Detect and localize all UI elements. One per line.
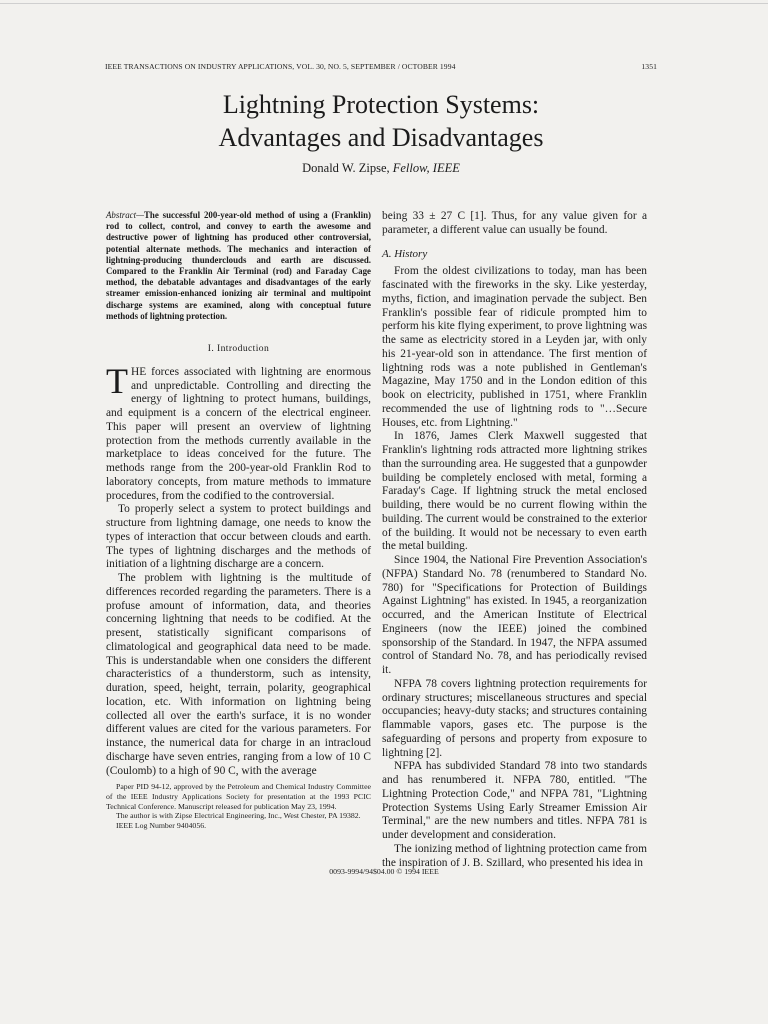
- abstract-label: Abstract—: [106, 210, 144, 220]
- history-paragraph-5: NFPA has subdivided Standard 78 into two standards and has renumbered it. NFPA 780, entitled. "The Lightning Protection Code," and NFPA 781, "Lightning Protection Systems Using Early Streamer Emission Air Terminal," are the new numbers and titles. NFPA 781 is under development and consideration.: [382, 760, 647, 841]
- left-column: [106, 210, 371, 778]
- copyright-line: 0093-9994/94$04.00 © 1994 IEEE: [329, 867, 439, 876]
- title-line-2: Advantages and Disadvantages: [218, 123, 544, 152]
- intro-paragraph-2: To properly select a system to protect buildings and structure from lightning damage, one needs to know the types of interaction that occur between clouds and earth. The types of lightning discharges and the methods of initiation of a lightning discharge are a concern.: [106, 503, 371, 571]
- section-heading-introduction: I. Introduction: [207, 343, 270, 355]
- author-role: Fellow, IEEE: [392, 161, 460, 175]
- paper-title: [100, 88, 662, 154]
- footnote: [106, 782, 371, 831]
- history-paragraph-2: In 1876, James Clerk Maxwell suggested that Franklin's lightning rods attracted more lightning strikes than the surrounding area. He suggested that a gunpowder building be completely enclosed with metal, forming a Faraday's Cage. If lightning struck the metal enclosed building, there would be no current flowing within the building. The current would be constrained to the exterior of the building. It would not be necessary to even earth the metal building.: [382, 430, 647, 553]
- history-paragraph-3: Since 1904, the National Fire Prevention Association's (NFPA) Standard No. 78 (renumbered to Standard No. 780) for "Specifications for Protection of Buildings Against Lightning" has existed. In 1945, a reorganization occurred, and the American Institute of Electrical Engineers (now the IEEE) joined the combined sponsorship of the Standard. In 1947, the NFPA assumed control of Standard No. 78, and has periodically revised it.: [382, 554, 647, 676]
- right-column: [382, 210, 647, 870]
- intro-paragraph-3: The problem with lightning is the multitude of differences recorded regarding the parameters. There is a profuse amount of information, data, and theories concerning lightning that needs to be codified. At the present, statistically significant comparisons of climatological and geographical data need to be made. This is understandable when one considers the different characteristics of a thunderstorm, such as intensity, duration, speed, height, terrain, polarity, geographical location, etc. With information on lightning being collected all over the earth's surface, it is no wonder different values are cited for the various parameters. For instance, the numerical data for charge in an intracloud discharge have seven entries, ranging from a low of 10 C (Coulomb) to a high of 90 C, with the average: [106, 572, 371, 777]
- title-line-1: Lightning Protection Systems:: [222, 90, 540, 119]
- continued-paragraph: being 33 ± 27 C [1]. Thus, for any value given for a parameter, a different value can usually be found.: [382, 210, 647, 236]
- author-line: [100, 161, 662, 176]
- abstract-text: The successful 200-year-old method of using a (Franklin) rod to collect, control, and convey to earth the awesome and destructive power of lightning has produced other controversial, potential alternate methods. The mechanics and interaction of lightning-producing thunderclouds and earth are discussed. Compared to the Franklin Air Terminal (rod) and Faraday Cage method, the debatable advantages and disadvantages of the early streamer emission-enhanced ionizing air terminal and multipoint discharge systems are examined, along with conceptual future methods of lightning protection.: [106, 210, 371, 321]
- footnote-log-number: IEEE Log Number 9404056.: [116, 821, 207, 831]
- footnote-author-affiliation: The author is with Zipse Electrical Engineering, Inc., West Chester, PA 19382.: [116, 811, 361, 821]
- drop-cap: T: [106, 360, 128, 401]
- history-paragraph-1: From the oldest civilizations to today, man has been fascinated with the fireworks in the sky. Like yesterday, myths, fiction, and imagination pervade the subject. Ben Franklin's possible fear of ridicule prompted him to perform his kite flying experiment, to prove lightning was the same as electricity stored in a Leyden jar, with only his 21-year-old son in attendance. The first mention of lightning rods was a note published in Gentleman's Magazine, May 1750 and in the London edition of this book on electricity, published in 1751, where Franklin recommended the use of lightning rods to "…Secure Houses, etc. from Lightning.": [382, 265, 647, 429]
- footnote-paper-info: Paper PID 94-12, approved by the Petroleum and Chemical Industry Committee of the IEEE Industry Applications Society for presentation at the 1993 PCIC Technical Conference. Manuscript released for publication May 23, 1994.: [106, 782, 371, 811]
- author-name: Donald W. Zipse,: [302, 161, 390, 175]
- history-paragraph-6: The ionizing method of lightning protection came from the inspiration of J. B. Szillard, who presented his idea in: [382, 842, 647, 869]
- history-paragraph-4: NFPA 78 covers lightning protection requirements for ordinary structures; miscellaneous structures and special occupancies; heavy-duty stacks; and structures containing flammable vapors, gases etc. The purpose is the safeguarding of persons and property from exposure to lightning [2].: [382, 677, 647, 759]
- page-top-rule: [0, 3, 768, 4]
- journal-header: IEEE TRANSACTIONS ON INDUSTRY APPLICATIONS, VOL. 30, NO. 5, SEPTEMBER / OCTOBER 1994: [105, 62, 456, 71]
- intro-paragraph-1-text: HE forces associated with lightning are enormous and unpredictable. Controlling and directing the energy of lightning to protect humans, buildings, and equipment is a concern of the electrical engineer. This paper will present an overview of lightning protection from the methods currently available in the marketplace to ideas conceived for the future. The methods range from the 200-year-old Franklin Rod to laboratory concepts, from mature methods to immature procedures, from the codified to the controversial.: [106, 365, 371, 502]
- page-number: 1351: [641, 62, 657, 71]
- subsection-heading-history: A. History: [382, 247, 428, 260]
- abstract: [106, 210, 371, 322]
- intro-paragraph-1: [106, 360, 371, 504]
